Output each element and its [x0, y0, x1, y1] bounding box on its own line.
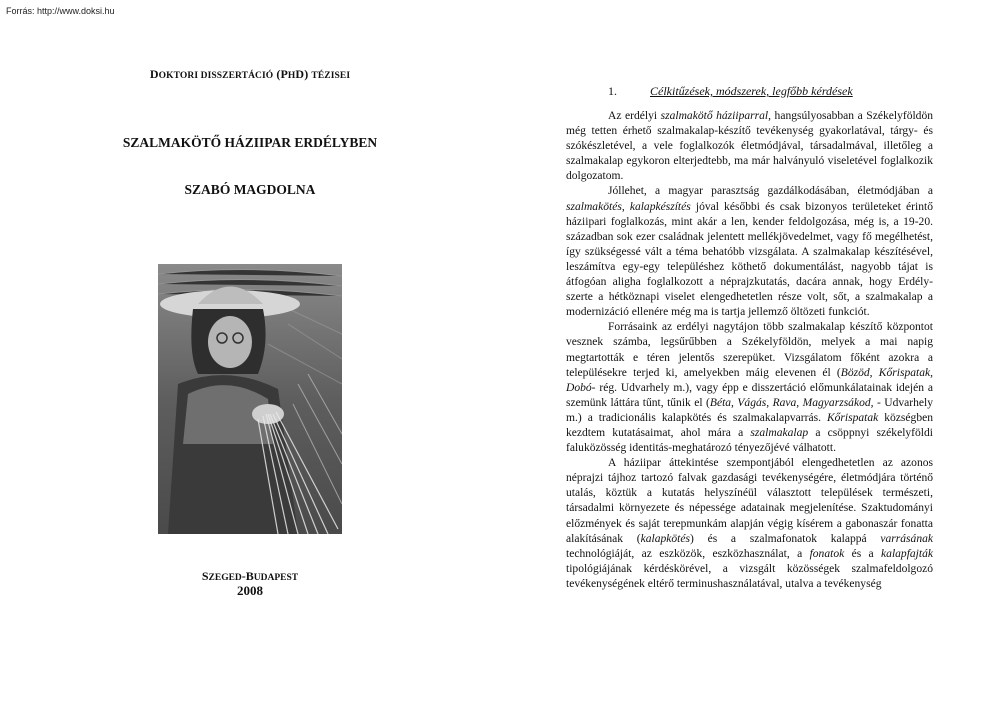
- place-part: ZEGED: [208, 573, 242, 583]
- emphasized-term: Bözöd, Kőrispatak, Dobó-: [566, 366, 933, 394]
- publication-place: [100, 569, 400, 584]
- text-run: technológiáját, az eszközök, eszközhasználat, a: [566, 547, 810, 560]
- emphasized-term: kalapkötés: [640, 532, 691, 545]
- emphasized-term: kalapfajták: [881, 547, 933, 560]
- body-paragraph: [566, 184, 933, 320]
- text-run: jóval későbbi és csak bizonyos területeket érintő háziipari foglalkozás, mint akár a len, kender feldolgozása, még is, a 19-20. században sok ezer családnak jelentett mellékjövedelmet, vagy fő megélhetést, így szükségessé vált a téma behatóbb vizsgálata. A szalmakalap készítésével, leszámítva egy-egy településhez köthető dokumentálást, nagyobb tájat is átfogóan aligha foglalkozott a néprajzkutatás, dacára annak, hogy Erdély-szerte a hétköznapi viselet elengedhetetlen része volt, sőt, a szalmakalap a modernizáció ellenére még ma is tartja jellemző öltözeti funkciót.: [566, 200, 933, 319]
- doc-type-part: D): [295, 67, 312, 81]
- emphasized-term: Béta, Vágás, Rava, Magyarzsákod, -: [709, 396, 881, 409]
- document-type: [100, 67, 400, 82]
- emphasized-term: varrásának: [880, 532, 933, 545]
- doc-type-part: H: [287, 71, 296, 81]
- emphasized-term: Kőrispatak: [826, 411, 879, 424]
- doc-type-part: TÉZISEI: [311, 71, 351, 81]
- text-run: a csöppnyi székelyföldi faluközösség identitás-meghatározó tényezőjévé válhatott.: [566, 426, 933, 455]
- doc-type-part: OKTORI DISSZERTÁCIÓ: [158, 71, 274, 81]
- publication-year: 2008: [237, 583, 263, 598]
- emphasized-term: szalmakötés: [566, 200, 622, 213]
- body-paragraph: [566, 109, 933, 184]
- woman-weaving-straw-photo: [158, 264, 342, 534]
- text-run: Forrásaink az erdélyi nagytájon több szalmakalap készítő központot vesznek számba, legsűrűbben a Székelyföldön, melyek a mai napig megtartották e téren jelentős szerepüket. Vizsgálatom főként azokra a településekre terjed ki, amelyekben máig elevenen él (: [566, 321, 933, 379]
- doc-type-part: D: [149, 67, 159, 81]
- doc-type-part: (P: [273, 67, 288, 81]
- body-page: [566, 84, 933, 592]
- source-note: Forrás: http://www.doksi.hu: [6, 6, 115, 16]
- place-part: S: [201, 569, 209, 583]
- text-run: ,: [621, 200, 630, 213]
- section-heading: [566, 84, 933, 99]
- cover-photo: [158, 264, 342, 534]
- text-run: tipológiájának kérdéskörével, a vizsgált közösségek szalmafeldolgozó tevékenységének eltérő terminushasználatával, utalva a tevékenység: [566, 562, 933, 590]
- text-run: Udvarhely m.) a tradicionális kalapkötés és szalmakalapvarrás.: [566, 396, 933, 424]
- dissertation-title: SZALMAKÖTŐ HÁZIIPAR ERDÉLYBEN: [122, 135, 378, 150]
- text-run: Jóllehet, a magyar parasztság gazdálkodásában, életmódjában a: [608, 185, 933, 198]
- emphasized-term: szalmakalap: [750, 426, 809, 439]
- author-name: SZABÓ MAGDOLNA: [184, 182, 316, 197]
- text-run: ) és a szalmafonatok kalappá: [690, 532, 881, 545]
- body-paragraph: [566, 320, 933, 456]
- place-part: -B: [241, 569, 254, 583]
- emphasized-term: fonatok: [809, 547, 845, 560]
- text-run: , hangsúlyosabban a Székelyföldön még tetten érhető szalmakalap-készítő tevékenység gyakorlatával, tárgy- és szókészletével, a vele foglalkozók életmódjával, társadalmával, illetőleg a szalmakalap egykoron elterjedtebb, ma már halványuló viseletével foglalkozik dolgozatom.: [566, 110, 933, 183]
- text-run: A háziipar áttekintése szempontjából elengedhetetlen az azonos néprajzi tájhoz tartozó falvak gazdasági tevékenységére, életmódjára történő utalás, köztük a kutatás helyszínéül választott települések természeti, társadalmi környezete és népessége adatainak megjelenítése. Szaktudományi előzmények és saját terepmunkám alapján végig kísérem a gabonaszár fonatta alakításának (: [566, 457, 933, 545]
- text-run: községben kezdtem kutatásaimat, ahol mára a: [566, 411, 933, 439]
- body-text: [566, 109, 933, 592]
- section-title: Célkitűzések, módszerek, legfőbb kérdések: [650, 84, 853, 98]
- body-paragraph: [566, 456, 933, 592]
- section-number: 1.: [608, 84, 617, 98]
- text-run: rég. Udvarhely m.), vagy épp e disszertáció előmunkálatainak idején a szemünk láttára tűnt, tűnik el (: [566, 381, 933, 409]
- text-run: Az erdélyi: [608, 110, 661, 122]
- emphasized-term: kalapkészítés: [629, 200, 691, 213]
- place-part: UDAPEST: [253, 573, 299, 583]
- text-run: és a: [844, 547, 882, 560]
- emphasized-term: szalmakötő háziiparral: [660, 110, 769, 122]
